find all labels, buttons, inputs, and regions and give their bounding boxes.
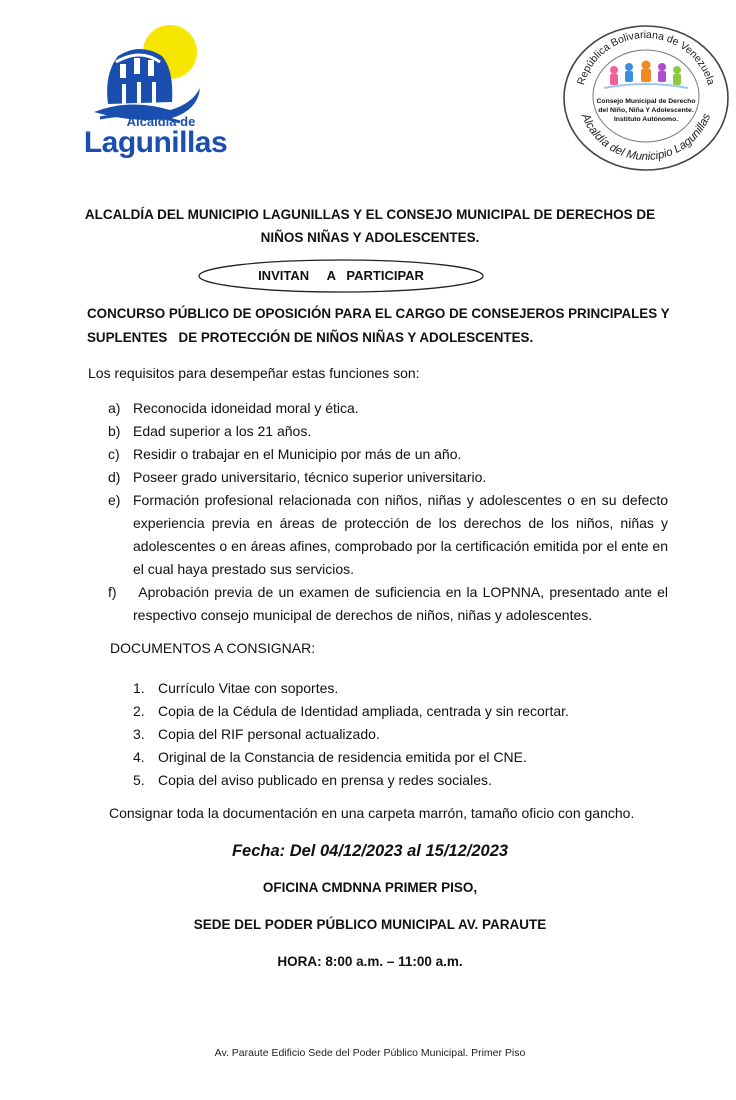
requirement-item xyxy=(108,581,672,627)
document-item xyxy=(133,700,569,723)
requirement-label: b) xyxy=(108,423,121,439)
heading-line2: NIÑOS NIÑAS Y ADOLESCENTES. xyxy=(260,230,480,245)
requirement-label: a) xyxy=(108,400,121,416)
invitation-text: INVITAN A PARTICIPAR xyxy=(258,268,424,283)
requirement-text: Poseer grado universitario, técnico superior universitario. xyxy=(133,469,487,485)
requirement-text: Reconocida idoneidad moral y ética. xyxy=(133,400,359,416)
requirement-text: Edad superior a los 21 años. xyxy=(133,423,312,439)
invitation-oval xyxy=(197,258,485,294)
concurso-title xyxy=(87,302,677,350)
requirement-label: f) xyxy=(108,584,117,600)
seal-arc-top: República Bolivariana de Venezuela xyxy=(575,28,717,87)
document-number: 4. xyxy=(133,749,145,765)
concurso-line1: CONCURSO PÚBLICO DE OPOSICIÓN PARA EL CARGO DE CONSEJEROS PRINCIPALES Y xyxy=(87,306,670,321)
document-number: 5. xyxy=(133,772,145,788)
document-text: Copia del aviso publicado en prensa y redes sociales. xyxy=(158,772,492,788)
requirements-intro: Los requisitos para desempeñar estas funciones son: xyxy=(88,365,420,381)
hora-line: HORA: 8:00 a.m. – 11:00 a.m. xyxy=(277,954,463,969)
document-number: 2. xyxy=(133,703,145,719)
consejo-municipal-seal xyxy=(560,22,732,172)
requirement-item xyxy=(108,466,668,489)
children-figures-icon xyxy=(604,61,688,89)
logo-text-lagunillas: Lagunillas xyxy=(83,126,228,159)
sede-line: SEDE DEL PODER PÚBLICO MUNICIPAL AV. PARAUTE xyxy=(193,917,547,932)
requirement-item xyxy=(108,443,668,466)
requirement-item xyxy=(108,397,668,420)
concurso-line2: SUPLENTES DE PROTECCIÓN DE NIÑOS NIÑAS Y ADOLESCENTES. xyxy=(87,330,534,345)
document-text: Original de la Constancia de residencia emitida por el CNE. xyxy=(158,749,527,765)
document-item xyxy=(133,723,380,746)
document-item xyxy=(133,769,492,792)
document-number: 1. xyxy=(133,680,145,696)
documents-heading: DOCUMENTOS A CONSIGNAR: xyxy=(110,640,316,656)
requirement-label: d) xyxy=(108,469,121,485)
documents-note: Consignar toda la documentación en una carpeta marrón, tamaño oficio con gancho. xyxy=(109,805,635,821)
document-text: Copia de la Cédula de Identidad ampliada, centrada y sin recortar. xyxy=(158,703,569,719)
logo-text-alcaldia: Alcaldía de xyxy=(126,114,196,129)
seal-center-line2: del Niño, Niña Y Adolescente. xyxy=(598,107,694,114)
document-text: Currículo Vitae con soportes. xyxy=(158,680,339,696)
document-text: Copia del RIF personal actualizado. xyxy=(158,726,380,742)
requirement-text: Residir o trabajar en el Municipio por más de un año. xyxy=(133,446,462,462)
requirement-text: Formación profesional relacionada con niños, niñas y adolescentes o en su defecto experiencia previa en áreas de protección de los derechos de los niños, niñas y adolescentes o en áreas afines, comprobado por la certificación emitida por el ente en el cual haya prestado sus servicios. xyxy=(133,492,668,577)
seal-arc-bottom: Alcaldía del Municipio Lagunillas xyxy=(578,111,714,164)
document-item xyxy=(133,677,338,700)
footer-address: Av. Paraute Edificio Sede del Poder Público Municipal. Primer Piso xyxy=(214,1047,526,1059)
seal-center-line3: Instituto Autónomo. xyxy=(613,116,679,123)
oficina-line: OFICINA CMDNNA PRIMER PISO, xyxy=(262,880,478,895)
seal-center-line1: Consejo Municipal de Derecho xyxy=(596,98,696,105)
document-number: 3. xyxy=(133,726,145,742)
alcaldia-lagunillas-logo xyxy=(60,14,240,164)
heading-line1: ALCALDÍA DEL MUNICIPIO LAGUNILLAS Y EL CONSEJO MUNICIPAL DE DERECHOS DE xyxy=(84,207,656,222)
document-item xyxy=(133,746,527,769)
requirement-item xyxy=(108,489,668,581)
requirement-label: c) xyxy=(108,446,120,462)
fecha-range: Fecha: Del 04/12/2023 al 15/12/2023 xyxy=(231,842,509,860)
requirement-item xyxy=(108,420,668,443)
requirement-text: Aprobación previa de un examen de suficiencia en la LOPNNA, presentado ante el respectivo consejo municipal de derechos de niños, niñas y adolescentes. xyxy=(133,584,672,623)
requirement-label: e) xyxy=(108,492,121,508)
